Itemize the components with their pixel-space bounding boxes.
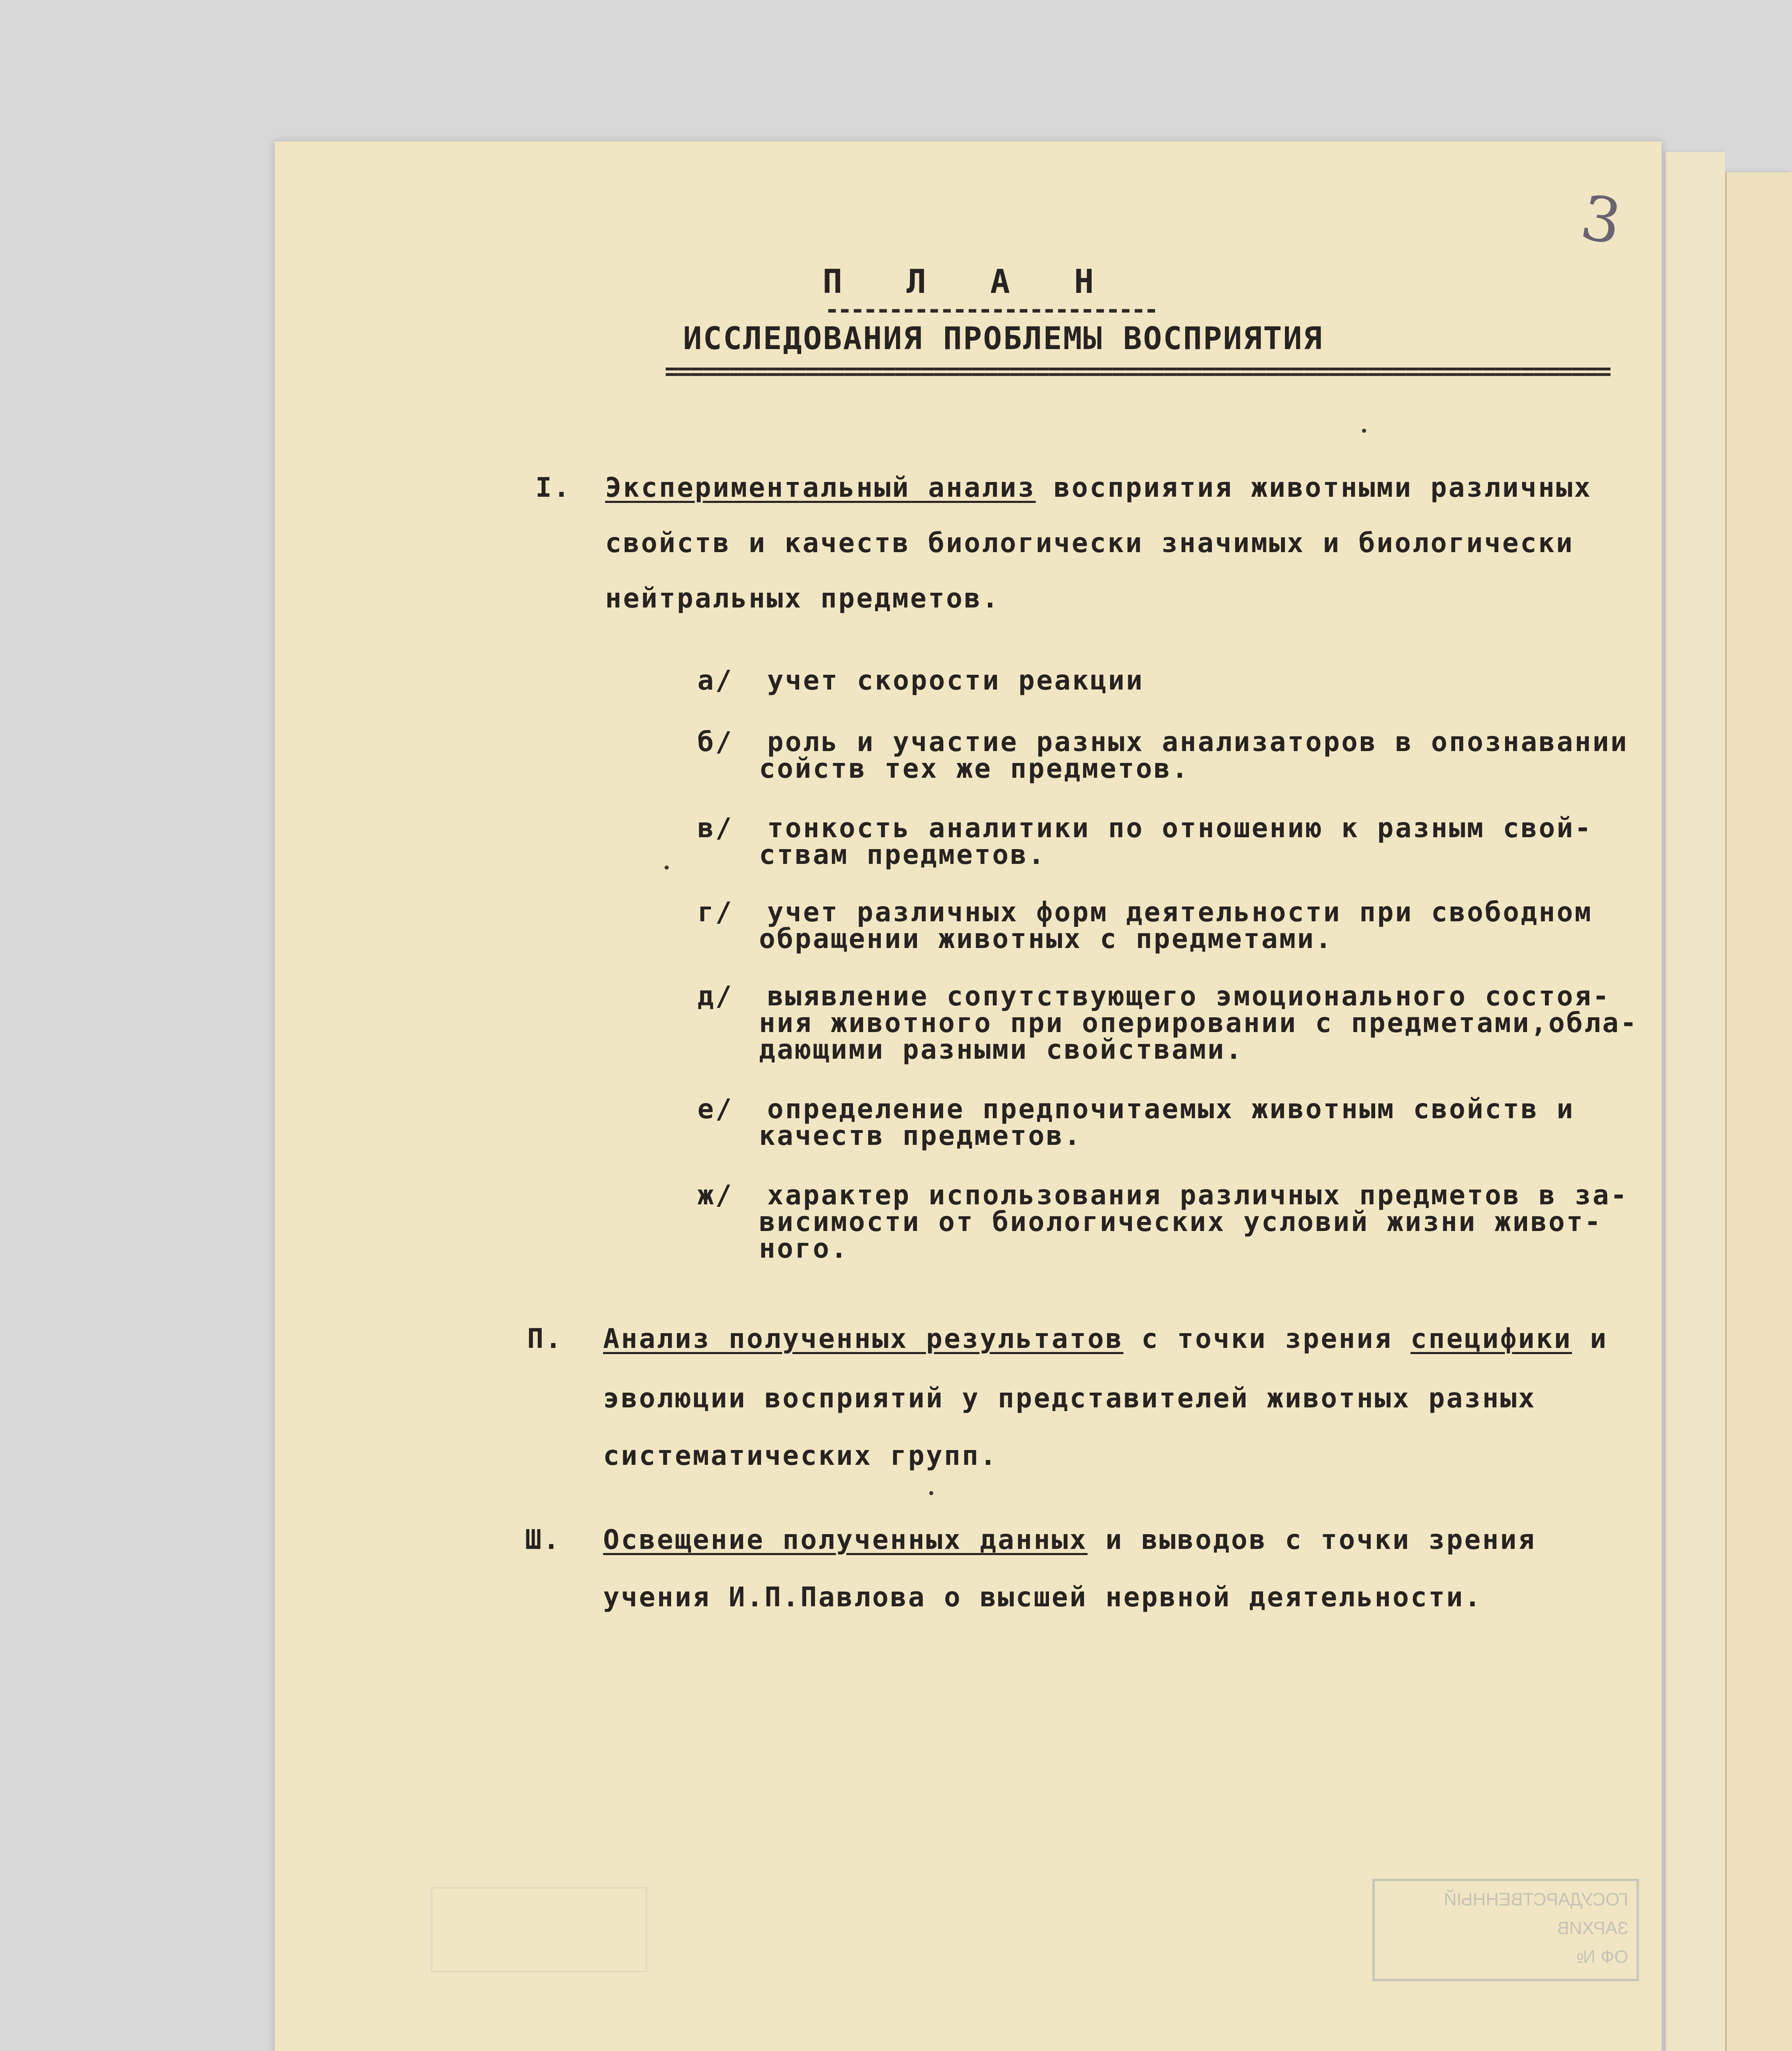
subitem-g-line-2: обращении животных с предметами. (759, 923, 1333, 955)
section-2-underlined-word: специфики (1410, 1323, 1572, 1354)
section-1-line-2: свойств и качеств биологически значимых и биологически (605, 527, 1574, 559)
stamp-line-3: ОФ № (1576, 1947, 1628, 1967)
folio-number: 3 (1575, 182, 1627, 259)
document-title: П Л А Н (823, 263, 1116, 301)
document-subtitle: ИССЛЕДОВАНИЯ ПРОБЛЕМЫ ВОСПРИЯТИЯ (683, 320, 1323, 356)
section-2-line-1-mid: с точки зрения (1123, 1323, 1411, 1354)
section-2-line-3: систематических групп. (603, 1440, 998, 1471)
folder-back-page (1725, 172, 1792, 2051)
section-2-line-1 (603, 1323, 1608, 1354)
section-3-line-2: учения И.П.Павлова о высшей нервной деятельности. (603, 1581, 1483, 1613)
subitem-v-line-1: тонкость аналитики по отношению к разным свой- (767, 812, 1593, 844)
subitem-v-marker: в/ (697, 812, 734, 844)
subitem-v-line-2: ствам предметов. (759, 839, 1046, 870)
subitem-b-marker: б/ (697, 726, 734, 758)
subitem-zh-line-3: ного. (759, 1233, 849, 1264)
section-1-line-1-rest: восприятия животными различных (1035, 472, 1592, 503)
paper-speck (929, 1491, 933, 1495)
section-3-line-1-rest: и выводов с точки зрения (1087, 1524, 1536, 1555)
paper-speck (1362, 429, 1366, 433)
archive-stamp (1372, 1879, 1639, 1981)
paper-speck (665, 866, 669, 870)
stamp-line-1: ГОСУДАРСТВЕННЫЙ (1444, 1889, 1628, 1909)
subitem-d-line-1: выявление сопутствующего эмоционального состоя- (767, 980, 1611, 1012)
subitem-a-marker: а/ (697, 665, 734, 696)
section-number-3: Ш. (525, 1524, 561, 1555)
section-2-heading: Анализ полученных результатов (603, 1323, 1124, 1354)
subitem-d-marker: д/ (697, 980, 734, 1012)
section-1-heading: Экспериментальный анализ (605, 472, 1036, 503)
subitem-b-line-1: роль и участие разных анализаторов в опознавании (767, 726, 1629, 758)
subitem-g-marker: г/ (697, 896, 734, 928)
subitem-g-line-1: учет различных форм деятельности при свободном (767, 896, 1593, 928)
section-1-line-3: нейтральных предметов. (605, 582, 1000, 614)
faint-stamp (431, 1887, 647, 1972)
subitem-e-line-2: качеств предметов. (759, 1120, 1082, 1151)
folder-middle-page (1666, 152, 1725, 2051)
subitem-e-marker: е/ (697, 1093, 734, 1125)
section-3-heading: Освещение полученных данных (603, 1524, 1088, 1555)
subitem-zh-marker: ж/ (697, 1179, 734, 1211)
stamp-line-2: ЗАРХИВ (1557, 1918, 1628, 1938)
subitem-e-line-1: определение предпочитаемых животным свойств и (767, 1093, 1575, 1125)
subtitle-rule: ========================================================================== (665, 357, 1610, 386)
section-number-1: I. (535, 472, 571, 503)
subitem-zh-line-1: характер использования различных предметов в за- (767, 1179, 1629, 1211)
section-2-line-2: эволюции восприятий у представителей животных разных (603, 1382, 1536, 1414)
section-1-line-1 (605, 472, 1592, 503)
title-rule: -------------------------- (825, 295, 1157, 324)
subitem-d-line-2: ния животного при оперировании с предметами,обла- (759, 1007, 1639, 1039)
subitem-d-line-3: дающими разными свойствами. (759, 1034, 1243, 1065)
section-2-line-1-end: и (1572, 1323, 1608, 1354)
section-3-line-1 (603, 1524, 1536, 1555)
subitem-a-line-1: учет скорости реакции (767, 665, 1144, 696)
subitem-zh-line-2: висимости от биологических условий жизни живот- (759, 1206, 1602, 1238)
section-number-2: П. (527, 1323, 563, 1354)
subitem-b-line-2: сойств тех же предметов. (759, 753, 1190, 784)
